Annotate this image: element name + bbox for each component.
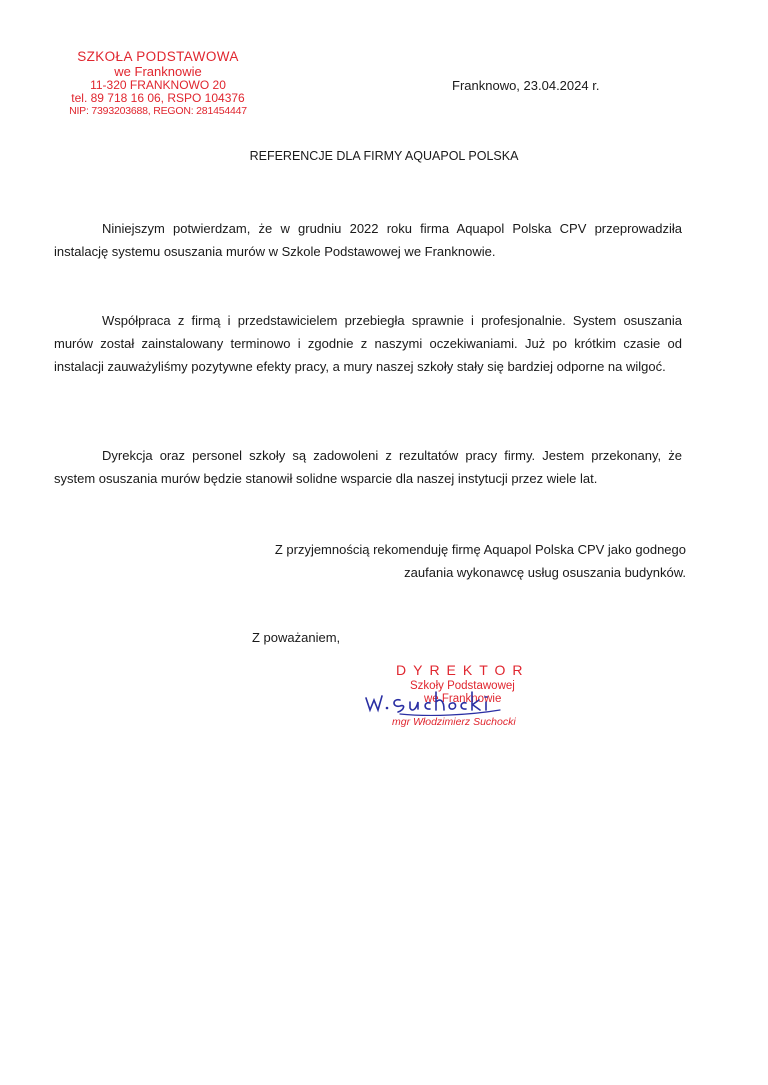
handwritten-signature [360, 684, 560, 720]
school-stamp [58, 50, 258, 117]
stamp-nip-regon: NIP: 7393203688, REGON: 281454447 [69, 104, 247, 117]
stamp-school-name: SZKOŁA PODSTAWOWA [77, 49, 239, 64]
stamp-phone: tel. 89 718 16 06, RSPO 104376 [71, 91, 245, 106]
letter-title: REFERENCJE DLA FIRMY AQUAPOL POLSKA [249, 149, 519, 163]
director-title: DYREKTOR [396, 662, 530, 678]
stamp-location: we Franknowie [114, 63, 202, 79]
letter-date: Franknowo, 23.04.2024 r. [452, 78, 600, 93]
director-school: Szkoły Podstawowej [410, 680, 515, 692]
paragraph-2: Współpraca z firmą i przedstawicielem przebiegła sprawnie i profesjonalnie. System osuszania murów został zainstalowany terminowo i zgodnie z naszymi oczekiwaniami. Już po krótkim czasie od instalacji zauważyliśmy pozytywne efekty pracy, a mury naszej szkoły stały się bardziej odporne na wilgoć. [54, 313, 682, 374]
recommendation-text: Z przyjemnością rekomenduję firmę Aquapol Polska CPV jako godnego zaufania wykonawcę usług osuszania budynków. [274, 542, 686, 580]
paragraph-3: Dyrekcja oraz personel szkoły są zadowoleni z rezultatów pracy firmy. Jestem przekonany, że system osuszania murów będzie stanowił solidne wsparcie dla naszej instytucji przez wiele lat. [54, 448, 682, 486]
director-stamp [360, 662, 580, 742]
director-location: we Franknowie [424, 693, 502, 705]
closing-salutation: Z poważaniem, [252, 630, 341, 645]
director-name: mgr Włodzimierz Suchocki [392, 716, 516, 728]
paragraph-1: Niniejszym potwierdzam, że w grudniu 2022 roku firma Aquapol Polska CPV przeprowadziła instalację systemu osuszania murów w Szkole Podstawowej we Franknowie. [54, 221, 682, 259]
stamp-address: 11-320 FRANKNOWO 20 [90, 78, 226, 93]
